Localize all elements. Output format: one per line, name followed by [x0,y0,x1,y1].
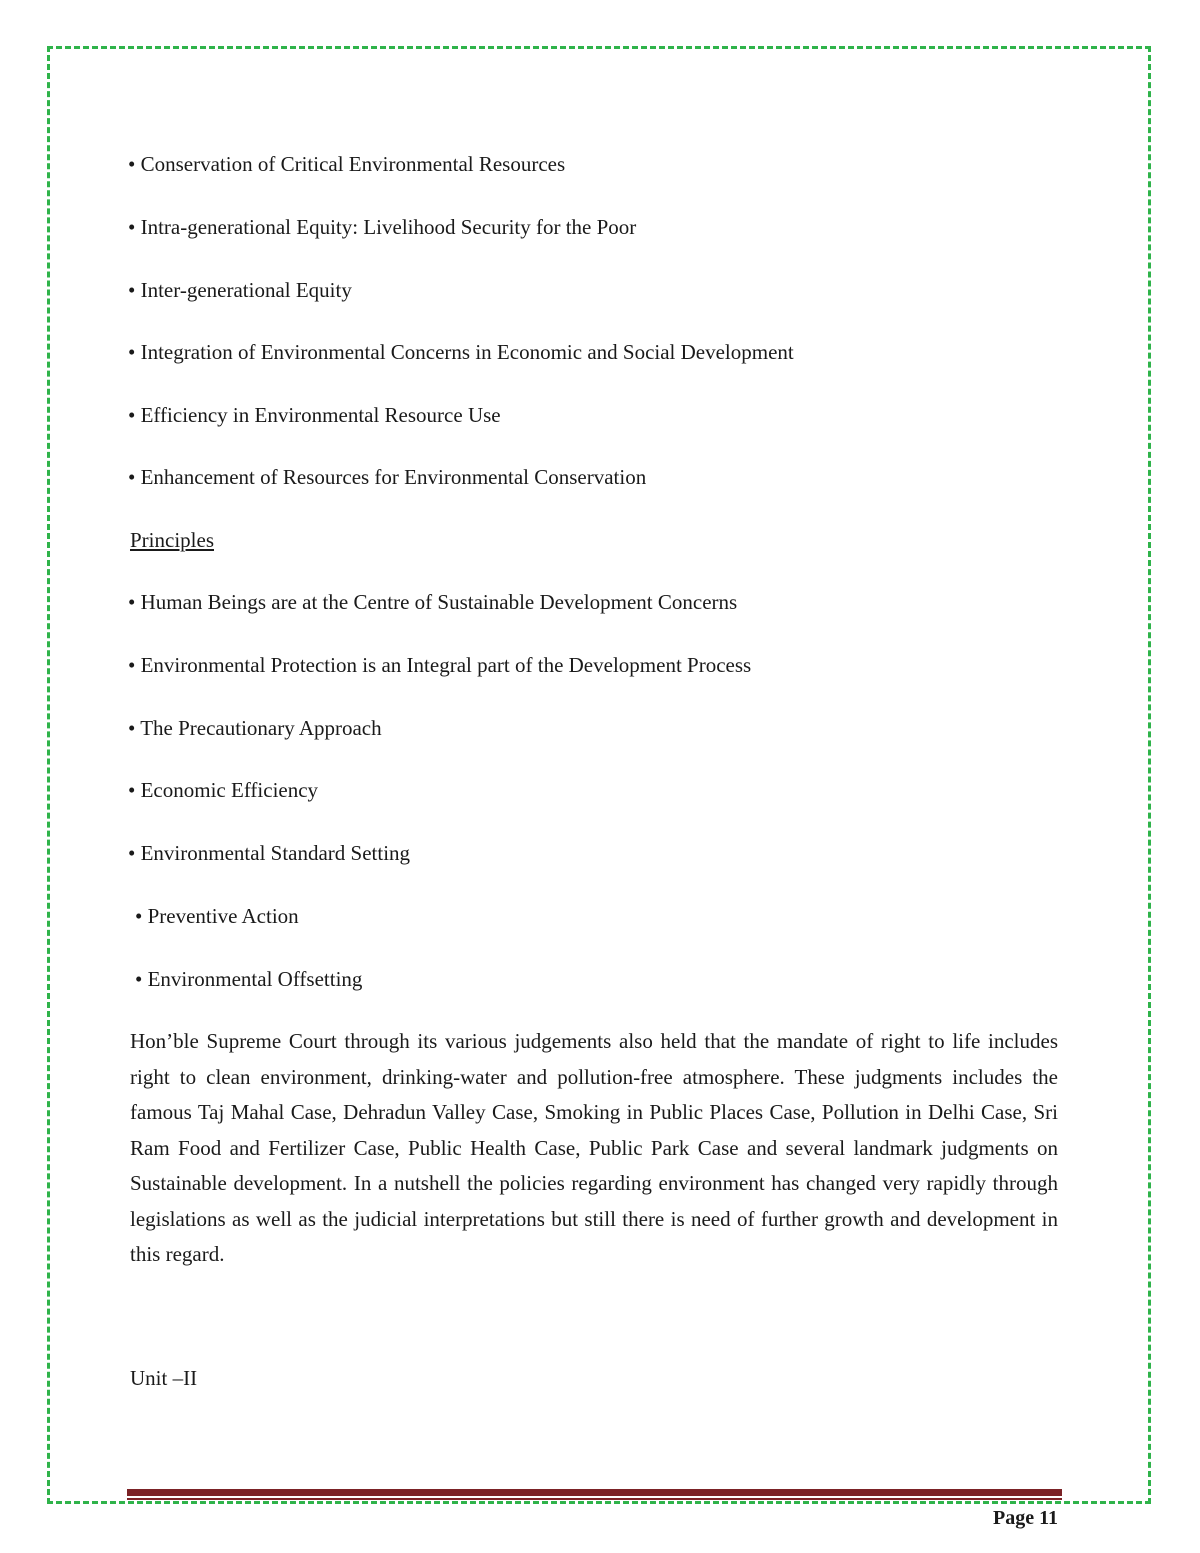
body-paragraph: Hon’ble Supreme Court through its various judgements also held that the mandate of right to life includes right to clean environment, drinking-water and pollution-free atmosphere. These judgments includes the famous Taj Mahal Case, Dehradun Valley Case, Smoking in Public Places Case, Pollution in Delhi Case, Sri Ram Food and Fertilizer Case, Public Health Case, Public Park Case and several landmark judgments on Sustainable development. In a nutshell the policies regarding environment has changed very rapidly through legislations as well as the judicial interpretations but still there is need of further growth and development in this regard. [130,1029,1058,1266]
list-item: • Preventive Action [135,904,299,928]
list-item: • Environmental Standard Setting [128,841,411,865]
footer-rule-thin [127,1498,1062,1500]
list-item: • Environmental Offsetting [135,967,363,991]
list-item: • Environmental Protection is an Integral part of the Development Process [128,653,752,677]
list-item: • Economic Efficiency [128,778,319,802]
list-item: • Inter-generational Equity [128,278,352,302]
list-item: • Conservation of Critical Environmental Resources [128,152,566,176]
page-number: Page 11 [993,1507,1058,1529]
unit-heading: Unit –II [130,1366,198,1390]
list-item: • Human Beings are at the Centre of Sustainable Development Concerns [128,590,738,614]
list-item: • Integration of Environmental Concerns in Economic and Social Development [128,340,794,364]
page-border [47,46,1151,1504]
footer-rule [127,1489,1062,1496]
list-item: • Efficiency in Environmental Resource Use [128,403,501,427]
list-item: • Enhancement of Resources for Environmental Conservation [128,465,647,489]
principles-heading: Principles [130,528,214,552]
list-item: • Intra-generational Equity: Livelihood Security for the Poor [128,215,637,239]
list-item: • The Precautionary Approach [128,716,382,740]
